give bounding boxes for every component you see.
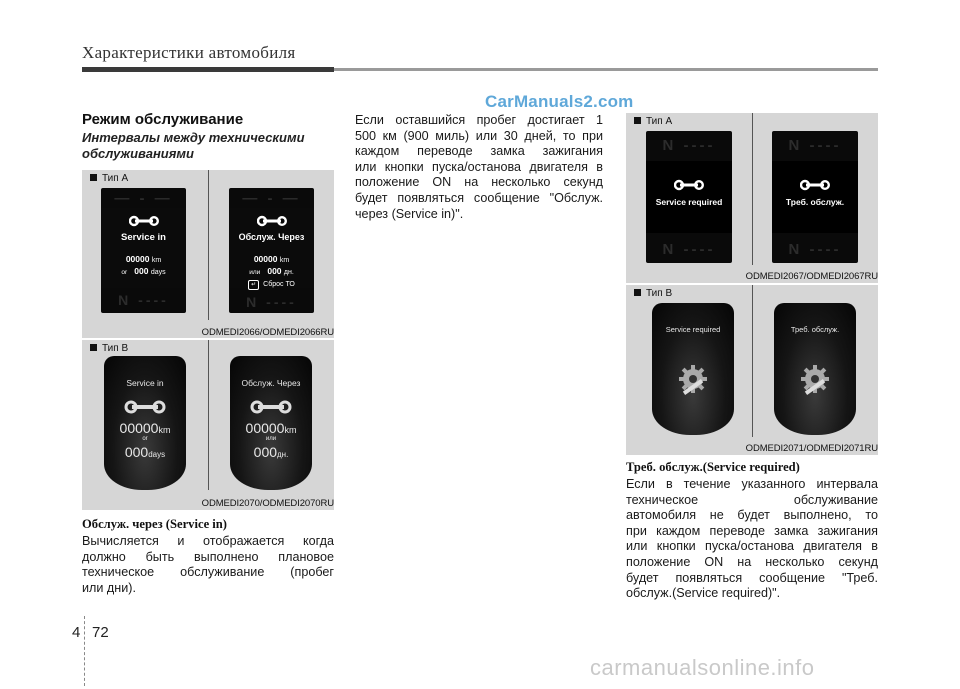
text-line: положение ON на несколько секунд [626,554,878,569]
text-line: или дни). [82,580,136,595]
type-a-label: Тип А [634,116,672,127]
paragraph-service-in-continued [355,113,603,222]
display-service-required-en-type-b: Service required [652,303,734,435]
figure-code: ODMEDI2071/ODMEDI2071RU [745,443,878,454]
figure-code: ODMEDI2067/ODMEDI2067RU [745,271,878,282]
page-number-divider [84,616,85,686]
paragraph-service-required [626,477,878,602]
display-service-in-en: — - — Service in 00000 km or 000 days N ---- [101,188,186,313]
figure-2-type-b-panel [626,285,878,455]
paragraph-heading-service-in: Обслуж. через (Service in) [82,517,228,531]
display-title: Обслуж. Через [238,232,305,242]
text-line: через (Service in)". [355,206,464,221]
text-line: Если в течение указанного интервала [626,477,878,491]
text-line: Вычисляется и отображается когда [82,534,334,548]
text-line: 500 км (900 миль) или 30 дней, то при [355,128,603,143]
chapter-number: 4 [72,624,81,641]
type-a-label: Тип А [90,173,128,184]
chapter-header-title: Характеристики автомобиля [82,43,296,62]
bullet-square-icon [90,344,97,351]
type-b-label: Тип В [634,288,672,299]
text-line: или кнопки пуска/останова двигателя в [355,159,603,174]
gear-wrench-icon [674,359,712,397]
text-line: положение ON на несколько секунд [355,175,603,190]
text-line: обслуж.(Service required)". [626,586,781,601]
display-service-in-en-type-b: Service in 00000km or 000days [104,356,186,490]
text-line: каждом переводе замка зажигания [355,144,603,159]
watermark-text: CarManuals2.com [485,92,634,111]
figure-1-type-b-panel [82,340,334,510]
paragraph-service-in [82,534,334,596]
text-line: техническое обслуживание [626,492,878,507]
text-line: должно быть выполнено плановое [82,549,334,564]
site-watermark: carmanualsonline.info [590,655,815,680]
figure-code: ODMEDI2066/ODMEDI2066RU [201,327,334,338]
text-line: автомобиля не будет выполнено, то [626,508,878,523]
figure-2-type-a-panel [626,113,878,283]
display-service-in-ru: — - — Обслуж. Через 00000 km или 000 дн. ↵ Сброс ТО N ---- [229,188,314,313]
return-arrow-icon: ↵ [248,280,259,290]
wrench-icon [800,179,830,191]
wrench-icon [124,399,166,415]
bullet-square-icon [634,289,641,296]
display-service-required-ru: N ---- Треб. обслуж. N ---- [772,131,858,263]
header-rule-accent [82,67,334,72]
wrench-icon [129,215,159,227]
paragraph-heading-service-required: Треб. обслуж.(Service required) [626,460,800,474]
text-line: или кнопки пуска/останова двигателя в [626,539,878,554]
text-line: будет появляться сообщение "Обслуж. [355,190,603,205]
text-line: Если оставшийся пробег достигает 1 [355,113,603,127]
text-line: будет появляться сообщение "Треб. [626,570,878,585]
text-line: при каждом переводе замка зажигания [626,523,878,538]
bullet-square-icon [90,174,97,181]
type-b-label: Тип В [90,343,128,354]
display-service-in-ru-type-b: Обслуж. Через 00000km или 000дн. [230,356,312,490]
display-service-required-ru-type-b: Треб. обслуж. [774,303,856,435]
display-title: Service in [121,232,166,243]
figure-1-type-a-panel [82,170,334,338]
section-title: Режим обслуживание [82,111,244,128]
text-line: техническое обслуживание (пробег [82,565,334,580]
bullet-square-icon [634,117,641,124]
wrench-icon [257,215,287,227]
wrench-icon [674,179,704,191]
page-number: 72 [92,624,109,641]
figure-code: ODMEDI2070/ODMEDI2070RU [201,498,334,509]
wrench-icon [250,399,292,415]
display-service-required-en: N ---- Service required N ---- [646,131,732,263]
section-subtitle: Интервалы между техническими обслуживаниями [82,130,305,161]
gear-wrench-icon [796,359,834,397]
